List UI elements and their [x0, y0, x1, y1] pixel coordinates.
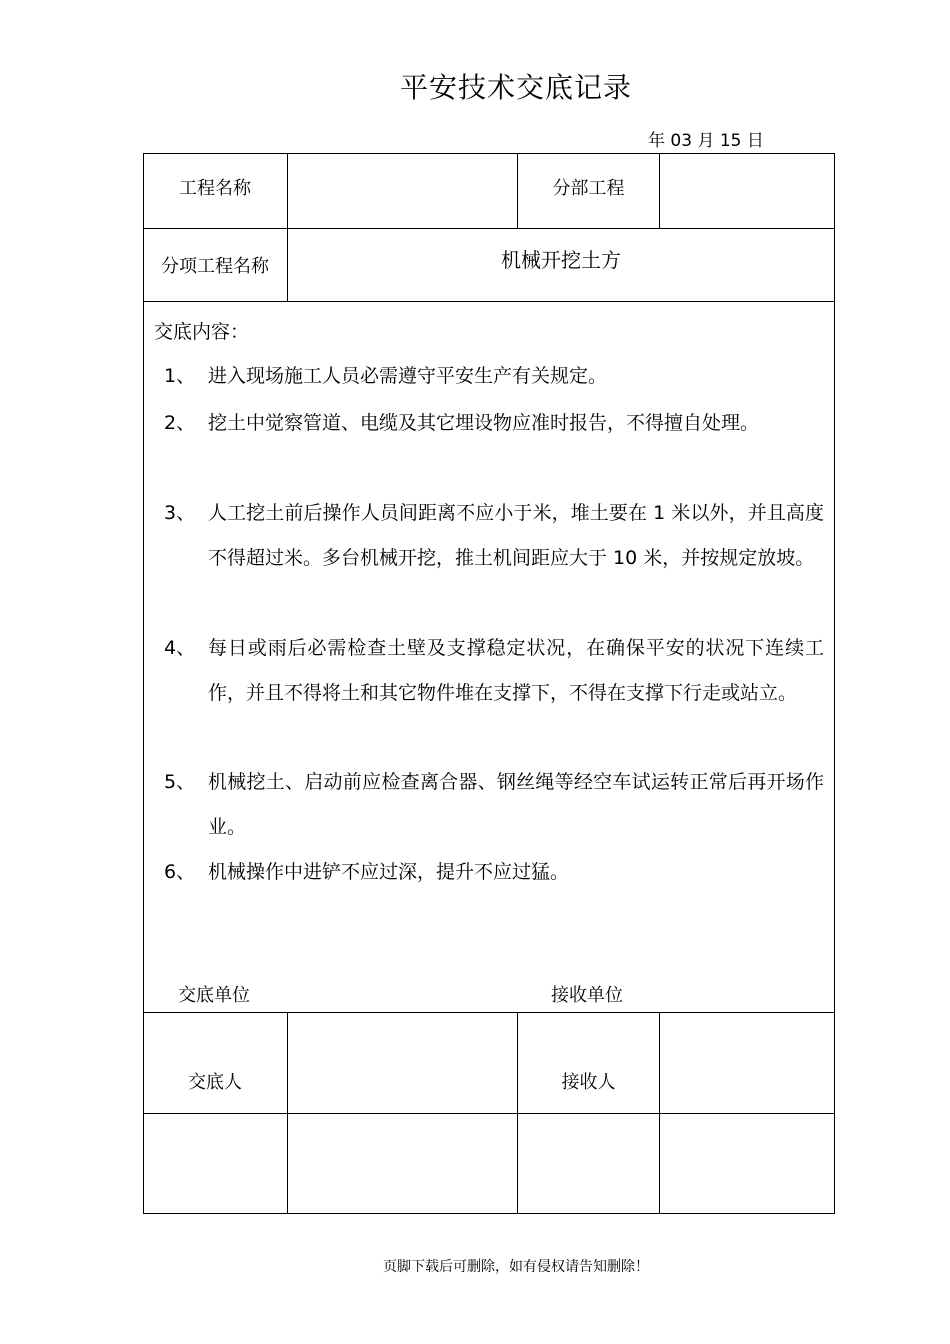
date-text: 年 03 月 15 日 — [648, 131, 764, 151]
row-divider — [143, 1012, 835, 1013]
item-text: 机械挖土、启动前应检查离合器、钢丝绳等经空车试运转正常后再开场作业。 — [208, 771, 824, 838]
page-title: 平安技术交底记录 — [399, 71, 632, 104]
item-text: 每日或雨后必需检查土壁及支撑稳定状况，在确保平安的状况下连续工作，并且不得将土和其它物件堆在支撑下，不得在支撑下行走或站立。 — [208, 637, 824, 704]
project-name-label: 工程名称 — [179, 178, 251, 199]
receiver-label: 接收人 — [561, 1072, 616, 1093]
content-heading: 交底内容： — [154, 321, 250, 343]
sub-item-label: 分项工程名称 — [161, 256, 269, 277]
item-number: 3、 — [164, 502, 196, 524]
item-text: 机械操作中进铲不应过深，提升不应过猛。 — [208, 861, 570, 883]
col-divider — [659, 1012, 660, 1213]
item-number: 1、 — [164, 365, 196, 387]
handover-person-label: 交底人 — [188, 1072, 242, 1093]
item-number: 6、 — [164, 861, 196, 883]
item-number: 4、 — [164, 637, 196, 659]
table-border-right — [834, 153, 835, 1214]
sub-item-value: 机械开挖土方 — [501, 247, 621, 272]
table-border-left — [143, 153, 144, 1214]
project-name-value — [288, 153, 517, 221]
row-divider — [143, 1113, 835, 1114]
row-divider — [143, 301, 835, 302]
item-number: 2、 — [164, 412, 196, 434]
handover-unit-label: 交底单位 — [178, 985, 250, 1006]
item-number: 5、 — [164, 771, 196, 793]
col-divider — [287, 1012, 288, 1213]
footer-note: 页脚下载后可删除，如有侵权请告知删除！ — [383, 1259, 649, 1275]
division-value — [660, 153, 834, 221]
item-text: 挖土中觉察管道、电缆及其它埋设物应准时报告，不得擅自处理。 — [208, 412, 760, 434]
col-divider — [517, 1012, 518, 1213]
division-label: 分部工程 — [552, 178, 625, 199]
receiving-unit-label: 接收单位 — [551, 985, 623, 1006]
item-text: 进入现场施工人员必需遵守平安生产有关规定。 — [208, 365, 608, 387]
item-text: 人工挖土前后操作人员间距离不应小于米，堆土要在 1 米以外，并且高度不得超过米。多台机械开挖，推土机间距应大于 10 米，并按规定放坡。 — [208, 502, 824, 569]
table-border-bottom — [143, 1213, 835, 1214]
